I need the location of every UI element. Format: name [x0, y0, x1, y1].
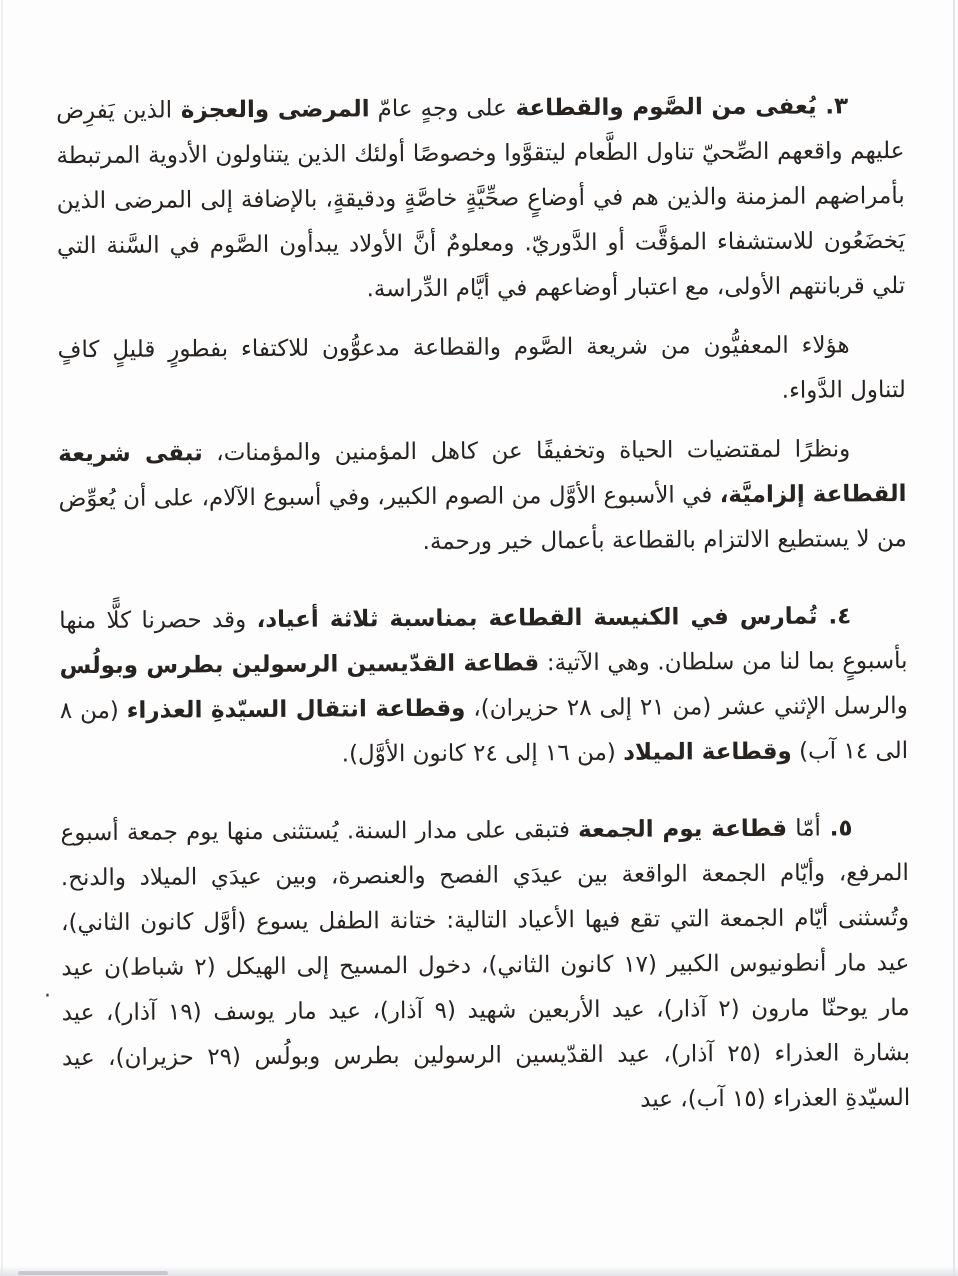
text-segment: (من ١٦ إلى ٢٤ كانون الأوَّل). — [341, 739, 624, 768]
text-segment: والرسل الإثني عشر (من ٢١ إلى ٢٨ حزيران)، — [465, 692, 908, 722]
paragraph-abstinence-remains-obligatory — [58, 427, 907, 567]
text-segment: فتبقى على مدار السنة. يُستثنى منها يوم جمعة أسبوع المرفع، وأيّام الجمعة الواقعة بين عيدَي الفصح والعنصرة، وبين عيدَي الميلاد والدنح. وتُسثنى أيّام الجمعة التي تقع فيها الأعياد التالية: ختانة الطفل يسوع (أوَّل كانون الثاني)، عيد مار أنطونيوس الكبير (١٧ كانون الثاني)، دخول المسيح إلى الهيكل (٢ شباط)ن عيد مار يوحنّا مارون (٢ آذار)، عيد الأربعين شهيد (٩ آذار)، عيد مار يوسف (١٩ آذار)، عيد بشارة العذراء (٢٥ آذار)، عيد القدّيسين الرسولين بطرس وبولُس (٢٩ حزيران)، عيد السيّدةِ العذراء (١٥ آب)، عيد — [60, 817, 911, 1113]
paragraph-exempted-light-breakfast — [57, 323, 906, 418]
text-segment: في الأسبوع الأوَّل من الصوم الكبير، وفي أسبوع الآلام، على أن يُعوِّض من لا يستطيع الالتزام بالقطاعة بأعمال خير ورحمة. — [58, 482, 907, 555]
bold-text-segment: ٣. يُعفى من الصَّوم والقطاعة — [506, 93, 849, 122]
bold-text-segment: قطاعة يوم الجمعة — [578, 815, 788, 844]
text-segment: هؤلاء المعفيُّون من شريعة الصَّوم والقطاعة مدعوُّون للاكتفاء بفطورٍ قليلٍ كافٍ لتناول الدَّواء. — [57, 332, 906, 404]
page-edge-left — [1, 0, 3, 1276]
text-segment: على وجهٍ عامّ — [369, 95, 507, 123]
bold-text-segment: ٥. — [820, 815, 853, 842]
text-segment: الذين يَفرِض عليهم واقعهم الصِّحيّ تناول الطَّعام ليتقوَّوا وخصوصًا أولئك الذين يتناولون الأدوية المرتبطة بأمراضهم المزمنة والذين هم في أوضاعٍ صحِّيَّةٍ خاصَّةٍ ودقيقةٍ، بالإضافة إلى المرضى الذين يَخضَعُون للاستشفاء المؤقَّت أو الدَّوريّ. ومعلومٌ أنَّ الأولاد يبدأون الصَّوم في السَّنة التي تلي قربانتهم الأولى، مع اعتبار أوضاعهم في أيَّام الدِّراسة. — [56, 97, 906, 303]
scan-smudge — [18, 1271, 168, 1275]
bold-text-segment: قطاعة القدّيسين الرسولين بطرس وبولُس — [59, 650, 540, 680]
page-edge-right — [953, 0, 955, 1276]
paragraph-4-three-feast-abstinences — [59, 594, 908, 779]
text-segment: وقد حصرنا كلًّا منها بأسبوعٍ بما لنا من سلطان. وهي الآتية: — [59, 606, 908, 677]
paragraph-3-fasting-exemptions — [56, 84, 905, 314]
document-text — [56, 84, 910, 1126]
margin-dot: · — [44, 984, 51, 1009]
bold-text-segment: وقطاعة الميلاد — [623, 738, 792, 766]
text-segment: ونظرًا لمقتضيات الحياة وتخفيفًا عن كاهل المؤمنين والمؤمنات، — [202, 436, 851, 467]
bold-text-segment: وقطاعة انتقال السيّدةِ العذراء — [126, 695, 466, 724]
paragraph-5-friday-abstinence — [60, 806, 910, 1126]
bold-text-segment: تبقى شريعة القطاعة إلزاميَّة، — [58, 440, 907, 509]
text-segment: أمّا — [786, 815, 821, 842]
bold-text-segment: ٤. تُمارس في الكنيسة القطاعة بمناسبة ثلاثة أعياد، — [256, 603, 852, 633]
bold-text-segment: المرضى والعجزة — [172, 96, 370, 124]
text-segment: (من ٨ الى ١٤ آب) — [59, 697, 909, 765]
